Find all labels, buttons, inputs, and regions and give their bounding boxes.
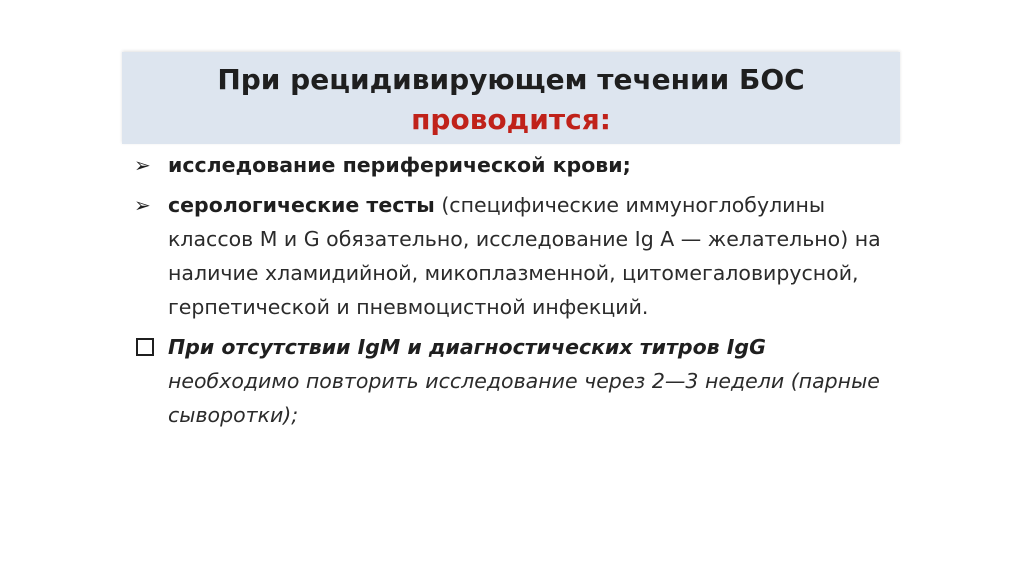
item-bold-text: серологические тесты	[168, 193, 435, 217]
slide-title-accent: проводится:	[411, 103, 611, 136]
list-item	[134, 148, 894, 182]
slide-title: При рецидивирующем течении БОС	[217, 63, 805, 96]
arrow-bullet-icon: ➢	[134, 193, 151, 217]
title-band	[122, 52, 900, 144]
item-bold-italic-text: При отсутствии IgM и диагностических титров IgG	[168, 335, 766, 359]
list-item	[134, 188, 894, 324]
arrow-bullet-icon: ➢	[134, 153, 151, 177]
item-bold-text: исследование периферической крови;	[168, 153, 631, 177]
checkbox-bullet-icon	[136, 338, 154, 356]
list-item	[134, 330, 894, 432]
bullet-list	[134, 148, 894, 438]
item-italic-text: необходимо повторить исследование через 2—3 недели (парные сыворотки);	[168, 369, 880, 427]
item-text: (специфические иммуноглобулины классов М и G обязательно, исследование Ig A — желательно) на наличие хламидийной, микоплазменной, цитомегаловирусной, герпетической и пневмоцистной инфекций.	[168, 193, 881, 319]
